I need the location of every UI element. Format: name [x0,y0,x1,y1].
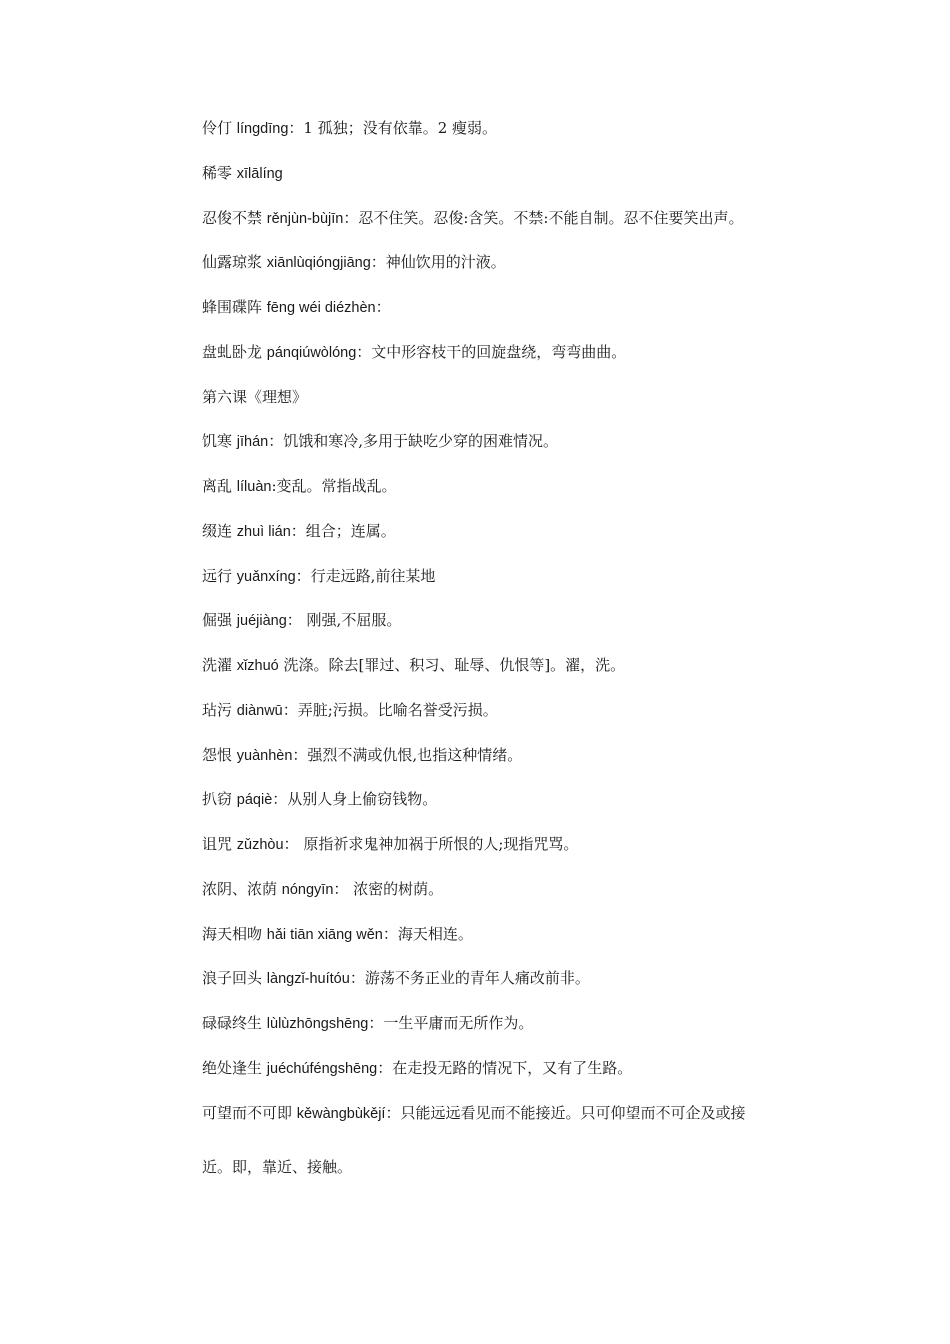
term: 玷污 [202,700,237,719]
vocab-entry-continuation [202,1157,822,1177]
definition: ： 原指祈求鬼神加祸于所恨的人;现指咒骂。 [283,835,579,853]
definition: ：行走远路,前往某地 [295,566,436,585]
definition: ： [375,298,391,316]
vocab-entry [202,655,822,675]
vocab-entry [202,1013,822,1033]
definition: 洗涤。除去[罪过、积习、耻辱、仇恨等]。濯，洗。 [278,656,626,674]
pinyin: hǎi tiān xiāng wěn [266,926,383,943]
term: 仙露琼浆 [202,253,267,272]
vocab-entry [202,879,822,899]
term: 盘虬卧龙 [202,342,267,361]
term: 忍俊不禁 [202,208,267,227]
pinyin: yuǎnxíng [236,568,296,585]
pinyin: nóngyīn [281,881,334,898]
vocab-entry [202,342,822,362]
definition: ：一生平庸而无所作为。 [368,1014,534,1032]
vocabulary-list [202,118,822,1201]
pinyin: kěwàngbùkějí [296,1105,386,1122]
term: 浪子回头 [202,969,267,988]
vocab-entry [202,924,822,944]
definition: ：神仙饮用的汁液。 [370,253,506,272]
vocab-entry [202,252,822,272]
definition: ： 刚强,不屈服。 [286,611,402,630]
continuation-text: 近。即，靠近、接触。 [202,1157,353,1176]
term: 洗濯 [202,656,237,674]
pinyin: língdīng [236,121,289,137]
pinyin: páqiè [236,792,273,809]
term: 缀连 [202,521,237,540]
definition: ：只能远远看见而不能接近。只可仰望而不可企及或接 [385,1103,746,1122]
vocab-entry [202,610,822,630]
pinyin: diànwū [236,702,283,719]
definition: ： 浓密的树荫。 [333,879,444,898]
term: 蜂围碟阵 [202,298,267,316]
vocab-entry [202,566,822,586]
definition: ：海天相连。 [382,924,473,943]
vocab-entry [202,1058,822,1078]
term: 诅咒 [202,835,237,853]
pinyin: jīhán [236,434,269,451]
definition: ：弄脏;污损。比喻名誉受污损。 [282,700,498,719]
vocab-entry [202,745,822,765]
definition: ：从别人身上偷窃钱物。 [272,790,438,809]
heading-text: 第六课《理想》 [202,387,308,406]
definition: ：忍不住笑。忍俊:含笑。不禁:不能自制。忍不住要笑出声。 [343,208,744,227]
term: 可望而不可即 [202,1103,297,1122]
pinyin: pánqiúwòlóng [266,344,357,361]
definition: ：组合；连属。 [290,521,396,540]
definition: :变乱。常指战乱。 [271,477,397,495]
definition: ：强烈不满或仇恨,也指这种情绪。 [292,745,523,764]
term: 扒窃 [202,790,237,809]
term: 碌碌终生 [202,1014,267,1032]
pinyin: zhuì lián [236,523,291,540]
vocab-entry [202,834,822,854]
term: 饥寒 [202,432,237,451]
pinyin: làngzǐ-huítóu [266,971,350,988]
definition: ：1 孤独；没有依靠。2 瘦弱。 [288,119,498,137]
vocab-entry [202,700,822,720]
pinyin: yuànhèn [236,747,293,764]
term: 绝处逢生 [202,1058,267,1077]
vocab-entry [202,968,822,988]
vocab-entry [202,789,822,809]
vocab-entry [202,208,822,228]
lesson-heading [202,387,822,407]
term: 海天相吻 [202,924,267,943]
pinyin: xīlālíng [236,165,283,182]
term: 稀零 [202,163,237,182]
pinyin: rěnjùn-bùjīn [266,210,344,227]
vocab-entry [202,521,822,541]
vocab-entry [202,476,822,496]
definition: ：文中形容枝干的回旋盘绕，弯弯曲曲。 [356,342,627,361]
pinyin: xǐzhuó [236,658,279,674]
pinyin: zǔzhòu [236,837,284,853]
vocab-entry [202,163,822,183]
definition: ：游荡不务正业的青年人痛改前非。 [349,969,590,988]
pinyin: líluàn [236,479,272,495]
term: 浓阴、浓荫 [202,879,282,898]
term: 远行 [202,566,237,585]
pinyin: lùlùzhōngshēng [266,1016,369,1032]
vocab-entry [202,1103,822,1123]
vocab-entry [202,297,822,317]
pinyin: juéjiàng [236,613,287,630]
definition: ：饥饿和寒冷,多用于缺吃少穿的困难情况。 [268,432,559,451]
pinyin: xiānlùqióngjiāng [266,255,371,272]
term: 倔强 [202,611,237,630]
vocab-entry [202,118,822,138]
pinyin: fēng wéi diézhèn [266,300,376,316]
term: 怨恨 [202,745,237,764]
definition: ：在走投无路的情况下，又有了生路。 [377,1058,633,1077]
term: 离乱 [202,477,237,495]
pinyin: juéchúféngshēng [266,1060,378,1077]
term: 伶仃 [202,119,237,137]
vocab-entry [202,431,822,451]
